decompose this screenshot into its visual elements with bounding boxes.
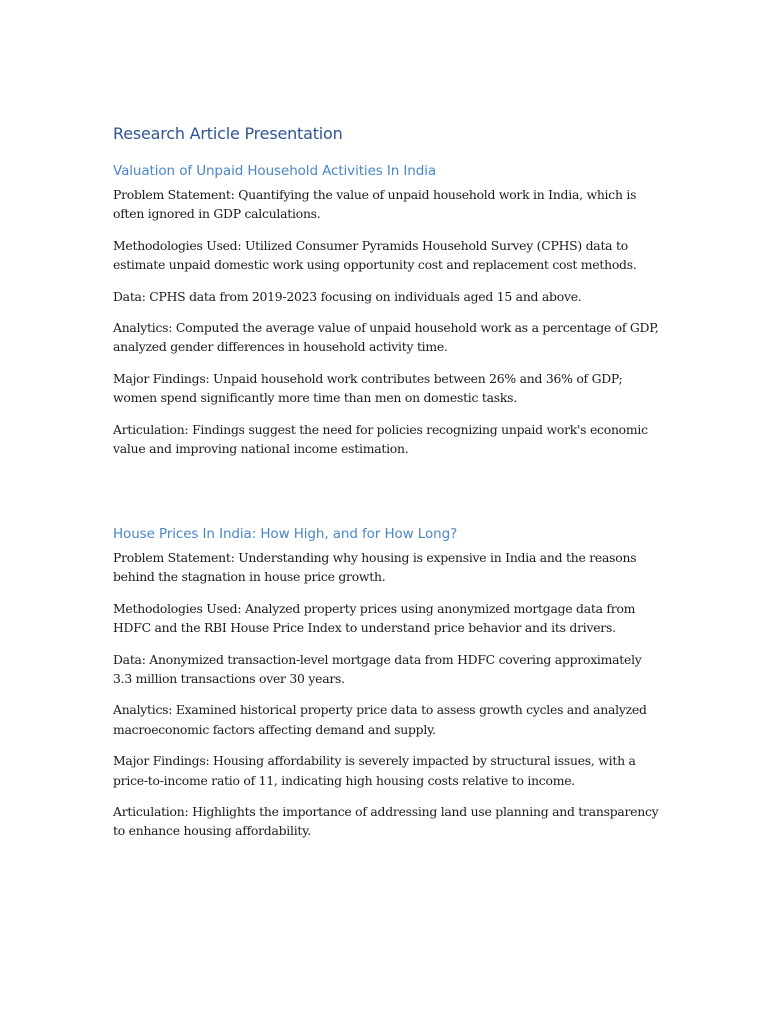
articulation-paragraph: Articulation: Highlights the importance of addressing land use planning and transparency to enhance housing affordability. — [113, 804, 659, 839]
problem-statement-paragraph: Problem Statement: Quantifying the value of unpaid household work in India, which is often ignored in GDP calculations. — [113, 187, 637, 222]
analytics-paragraph: Analytics: Computed the average value of unpaid household work as a percentage of GDP, analyzed gender differences in household activity time. — [113, 320, 659, 355]
articulation-paragraph: Articulation: Findings suggest the need for policies recognizing unpaid work's economic value and improving national income estimation. — [113, 421, 648, 457]
document-title: Research Article Presentation — [113, 124, 343, 143]
problem-statement-paragraph: Problem Statement: Understanding why housing is expensive in India and the reasons behind the stagnation in house price growth. — [113, 550, 637, 585]
section-unpaid-household-activities — [113, 162, 661, 470]
methodologies-paragraph: Methodologies Used: Utilized Consumer Pyramids Household Survey (CPHS) data to estimate unpaid domestic work using opportunity cost and replacement cost methods. — [113, 237, 637, 273]
data-paragraph: Data: Anonymized transaction-level mortgage data from HDFC covering approximately 3.3 million transactions over 30 years. — [113, 651, 642, 687]
analytics-paragraph: Analytics: Examined historical property price data to assess growth cycles and analyzed macroeconomic factors affecting demand and supply. — [113, 702, 647, 737]
major-findings-paragraph: Major Findings: Housing affordability is severely impacted by structural issues, with a price-to-income ratio of 11, indicating high housing costs relative to income. — [113, 753, 636, 788]
data-paragraph: Data: CPHS data from 2019-2023 focusing on individuals aged 15 and above. — [113, 288, 582, 304]
section-house-prices — [113, 525, 661, 853]
methodologies-paragraph: Methodologies Used: Analyzed property prices using anonymized mortgage data from HDFC and the RBI House Price Index to understand price behavior and its drivers. — [113, 600, 636, 636]
section-heading: Valuation of Unpaid Household Activities In India — [113, 163, 437, 179]
section-heading: House Prices In India: How High, and for How Long? — [113, 526, 458, 542]
major-findings-paragraph: Major Findings: Unpaid household work contributes between 26% and 36% of GDP; women spend significantly more time than men on domestic tasks. — [113, 370, 623, 406]
